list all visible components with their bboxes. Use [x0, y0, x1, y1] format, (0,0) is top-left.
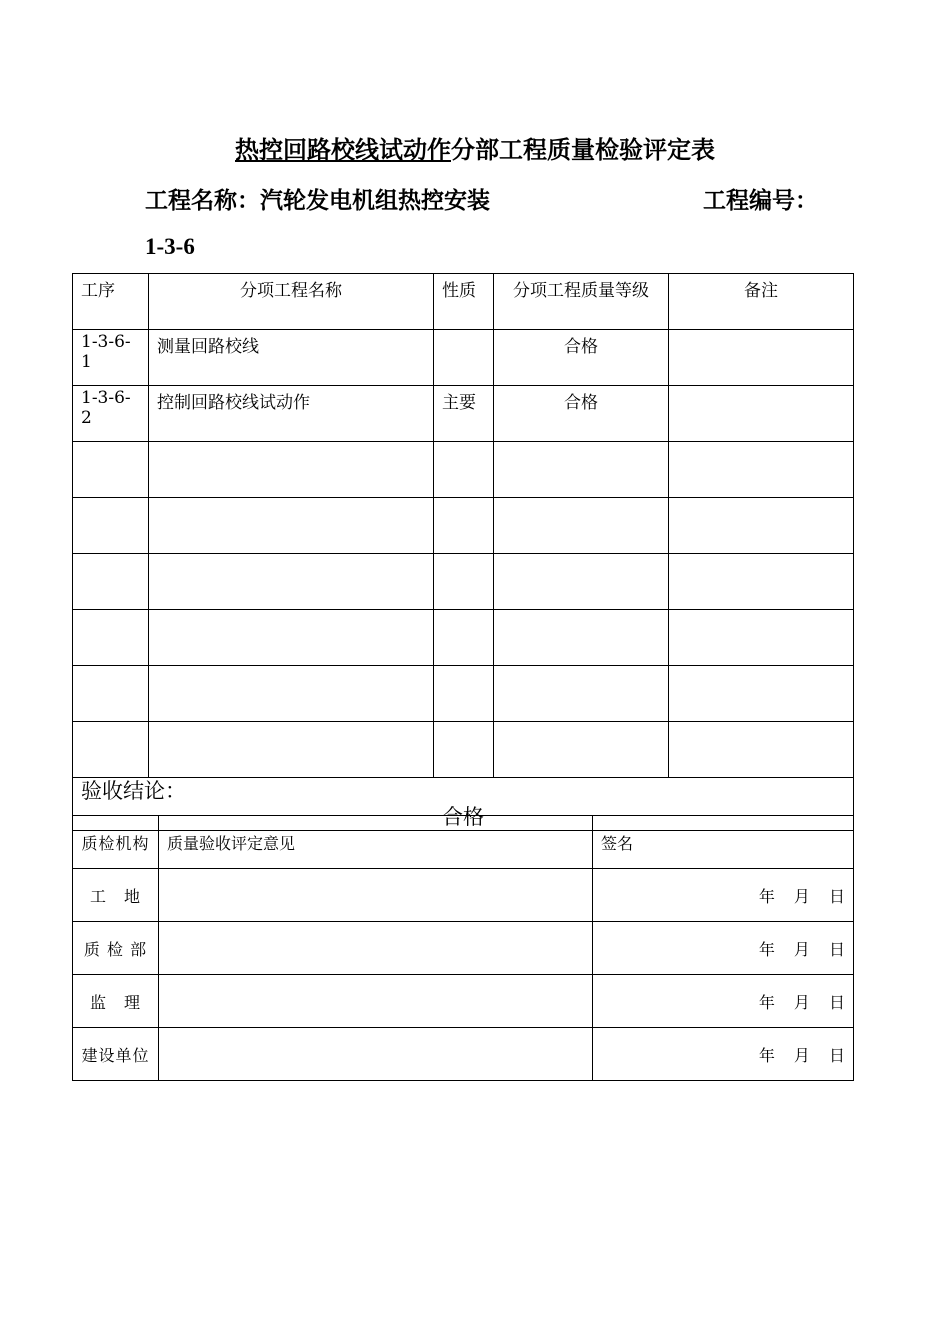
row-nature: 主要 [434, 386, 494, 442]
row-name [149, 442, 434, 498]
opinion-cell [159, 1028, 593, 1081]
signature-row [73, 1028, 854, 1081]
header-opinion: 质量验收评定意见 [159, 816, 593, 869]
header-grade: 分项工程质量等级 [494, 274, 669, 330]
row-remark [669, 498, 854, 554]
row-grade [494, 610, 669, 666]
signature-row [73, 869, 854, 922]
row-code [73, 554, 149, 610]
row-nature [434, 330, 494, 386]
table-row [73, 330, 854, 386]
row-remark [669, 554, 854, 610]
row-remark [669, 666, 854, 722]
opinion-cell [159, 922, 593, 975]
row-grade [494, 498, 669, 554]
row-nature [434, 554, 494, 610]
table-row [73, 554, 854, 610]
row-remark [669, 330, 854, 386]
project-number-value: 1-3-6 [145, 234, 195, 259]
table-row [73, 442, 854, 498]
table-row [73, 386, 854, 442]
row-remark [669, 722, 854, 778]
row-code [73, 722, 149, 778]
row-grade [494, 554, 669, 610]
row-code [73, 498, 149, 554]
org-name: 监 理 [73, 975, 159, 1028]
row-code: 1-3-6-2 [73, 386, 149, 442]
table-row [73, 610, 854, 666]
signature-date: 年 月 日 [593, 975, 854, 1028]
row-grade [494, 442, 669, 498]
document-title [0, 130, 950, 165]
title-underlined-part: 热控回路校线试动作 [235, 135, 451, 164]
signature-header-row [73, 816, 854, 869]
row-name [149, 554, 434, 610]
items-header-row [73, 274, 854, 330]
opinion-cell [159, 975, 593, 1028]
row-name [149, 498, 434, 554]
header-item-name: 分项工程名称 [149, 274, 434, 330]
signature-date: 年 月 日 [593, 922, 854, 975]
table-row [73, 498, 854, 554]
row-code [73, 610, 149, 666]
row-name [149, 722, 434, 778]
row-name: 测量回路校线 [149, 330, 434, 386]
row-nature [434, 442, 494, 498]
row-nature [434, 610, 494, 666]
table-row [73, 722, 854, 778]
row-nature [434, 722, 494, 778]
signature-date: 年 月 日 [593, 1028, 854, 1081]
opinion-cell [159, 869, 593, 922]
header-nature: 性质 [434, 274, 494, 330]
header-inspection-org: 质检机构 [73, 816, 159, 869]
row-grade [494, 722, 669, 778]
signature-row [73, 975, 854, 1028]
header-remark: 备注 [669, 274, 854, 330]
project-name-label: 工程名称： [145, 187, 260, 214]
row-grade [494, 666, 669, 722]
org-name: 建设单位 [73, 1028, 159, 1081]
project-name-line [145, 182, 490, 215]
conclusion-value: 合格 [442, 805, 484, 829]
row-remark [669, 442, 854, 498]
signature-row [73, 922, 854, 975]
row-code [73, 442, 149, 498]
row-grade: 合格 [494, 386, 669, 442]
row-code: 1-3-6-1 [73, 330, 149, 386]
row-remark [669, 610, 854, 666]
project-name-value: 汽轮发电机组热控安装 [260, 187, 490, 214]
row-code [73, 666, 149, 722]
row-name [149, 666, 434, 722]
row-remark [669, 386, 854, 442]
table-row [73, 666, 854, 722]
row-nature [434, 498, 494, 554]
signature-table [72, 815, 854, 1081]
items-table [72, 273, 854, 831]
header-signature: 签名 [593, 816, 854, 869]
conclusion-label: 验收结论： [81, 779, 186, 803]
signature-date: 年 月 日 [593, 869, 854, 922]
row-nature [434, 666, 494, 722]
header-process: 工序 [73, 274, 149, 330]
row-name [149, 610, 434, 666]
row-name: 控制回路校线试动作 [149, 386, 434, 442]
org-name: 质 检 部 [73, 922, 159, 975]
title-rest: 分部工程质量检验评定表 [451, 135, 715, 164]
project-number-label: 工程编号： [703, 187, 818, 214]
org-name: 工 地 [73, 869, 159, 922]
row-grade: 合格 [494, 330, 669, 386]
